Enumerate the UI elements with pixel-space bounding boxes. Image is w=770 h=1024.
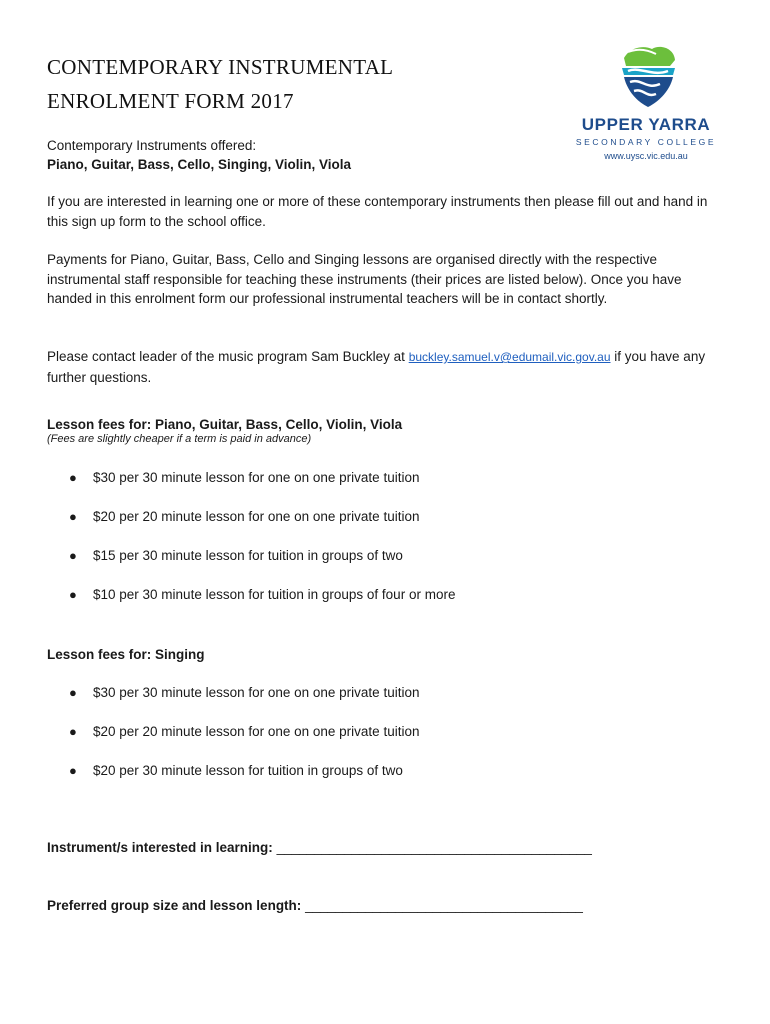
fee-item-text: $20 per 20 minute lesson for one on one private tuition xyxy=(93,509,420,524)
instruments-offered-list: Piano, Guitar, Bass, Cello, Singing, Violin, Viola xyxy=(47,157,352,172)
instruments-offered-label: Contemporary Instruments offered: xyxy=(47,138,257,153)
instrument-interest-label: Instrument/s interested in learning: xyxy=(47,840,273,855)
contact-paragraph xyxy=(47,347,727,387)
fee-item xyxy=(47,761,727,800)
bullet-icon: ● xyxy=(69,685,77,700)
payments-paragraph: Payments for Piano, Guitar, Bass, Cello and Singing lessons are organised directly with the respective instrumental staff responsible for teaching these instruments (their prices are listed below). Once you have handed in this enrolment form our professional instrumental teachers will be in contact shortly. xyxy=(47,252,682,306)
singing-fees-heading: Lesson fees for: Singing xyxy=(47,647,205,662)
contact-text-after: if you have any further questions. xyxy=(47,349,706,385)
advance-payment-note: (Fees are slightly cheaper if a term is paid in advance) xyxy=(47,433,312,445)
school-logo xyxy=(570,44,725,164)
instrument-fees-heading: Lesson fees for: Piano, Guitar, Bass, Cello, Violin, Viola xyxy=(47,417,403,432)
instrument-interest-field[interactable] xyxy=(47,840,592,855)
fee-item xyxy=(47,507,727,546)
bullet-icon: ● xyxy=(69,724,77,739)
form-title-line-2: ENROLMENT FORM 2017 xyxy=(47,89,294,113)
fee-item-text: $30 per 30 minute lesson for one on one private tuition xyxy=(93,470,420,485)
instrument-interest-blank[interactable]: __________________________________________ xyxy=(276,840,592,855)
interest-paragraph: If you are interested in learning one or more of these contemporary instruments then please fill out and hand in this sign up form to the school office. xyxy=(47,194,708,229)
group-size-label: Preferred group size and lesson length: xyxy=(47,898,302,913)
fee-item xyxy=(47,683,727,722)
contact-text-before: Please contact leader of the music program Sam Buckley at xyxy=(47,349,409,364)
contact-email-link[interactable]: buckley.samuel.v@edumail.vic.gov.au xyxy=(408,350,611,364)
logo-school-name: UPPER YARRA xyxy=(581,115,711,134)
form-title-line-1: CONTEMPORARY INSTRUMENTAL xyxy=(47,55,394,79)
group-size-field[interactable] xyxy=(47,898,583,913)
fee-item xyxy=(47,468,727,507)
bullet-icon: ● xyxy=(69,470,77,485)
fee-item-text: $30 per 30 minute lesson for one on one private tuition xyxy=(93,685,420,700)
fee-item xyxy=(47,722,727,761)
fee-item-text: $15 per 30 minute lesson for tuition in groups of two xyxy=(93,548,403,563)
form-title xyxy=(47,50,393,118)
fee-item-text: $20 per 20 minute lesson for one on one private tuition xyxy=(93,724,420,739)
bullet-icon: ● xyxy=(69,548,77,563)
fee-item-text: $10 per 30 minute lesson for tuition in groups of four or more xyxy=(93,587,456,602)
fee-item xyxy=(47,585,727,624)
bullet-icon: ● xyxy=(69,587,77,602)
school-emblem-icon xyxy=(618,44,678,108)
logo-website: www.uysc.vic.edu.au xyxy=(604,151,688,161)
fee-item xyxy=(47,546,727,585)
group-size-blank[interactable]: _____________________________________ xyxy=(305,898,583,913)
bullet-icon: ● xyxy=(69,763,77,778)
bullet-icon: ● xyxy=(69,509,77,524)
singing-fee-list xyxy=(47,683,727,800)
fee-item-text: $20 per 30 minute lesson for tuition in groups of two xyxy=(93,763,403,778)
logo-school-subtitle: SECONDARY COLLEGE xyxy=(575,137,717,147)
instrument-fee-list xyxy=(47,468,727,624)
